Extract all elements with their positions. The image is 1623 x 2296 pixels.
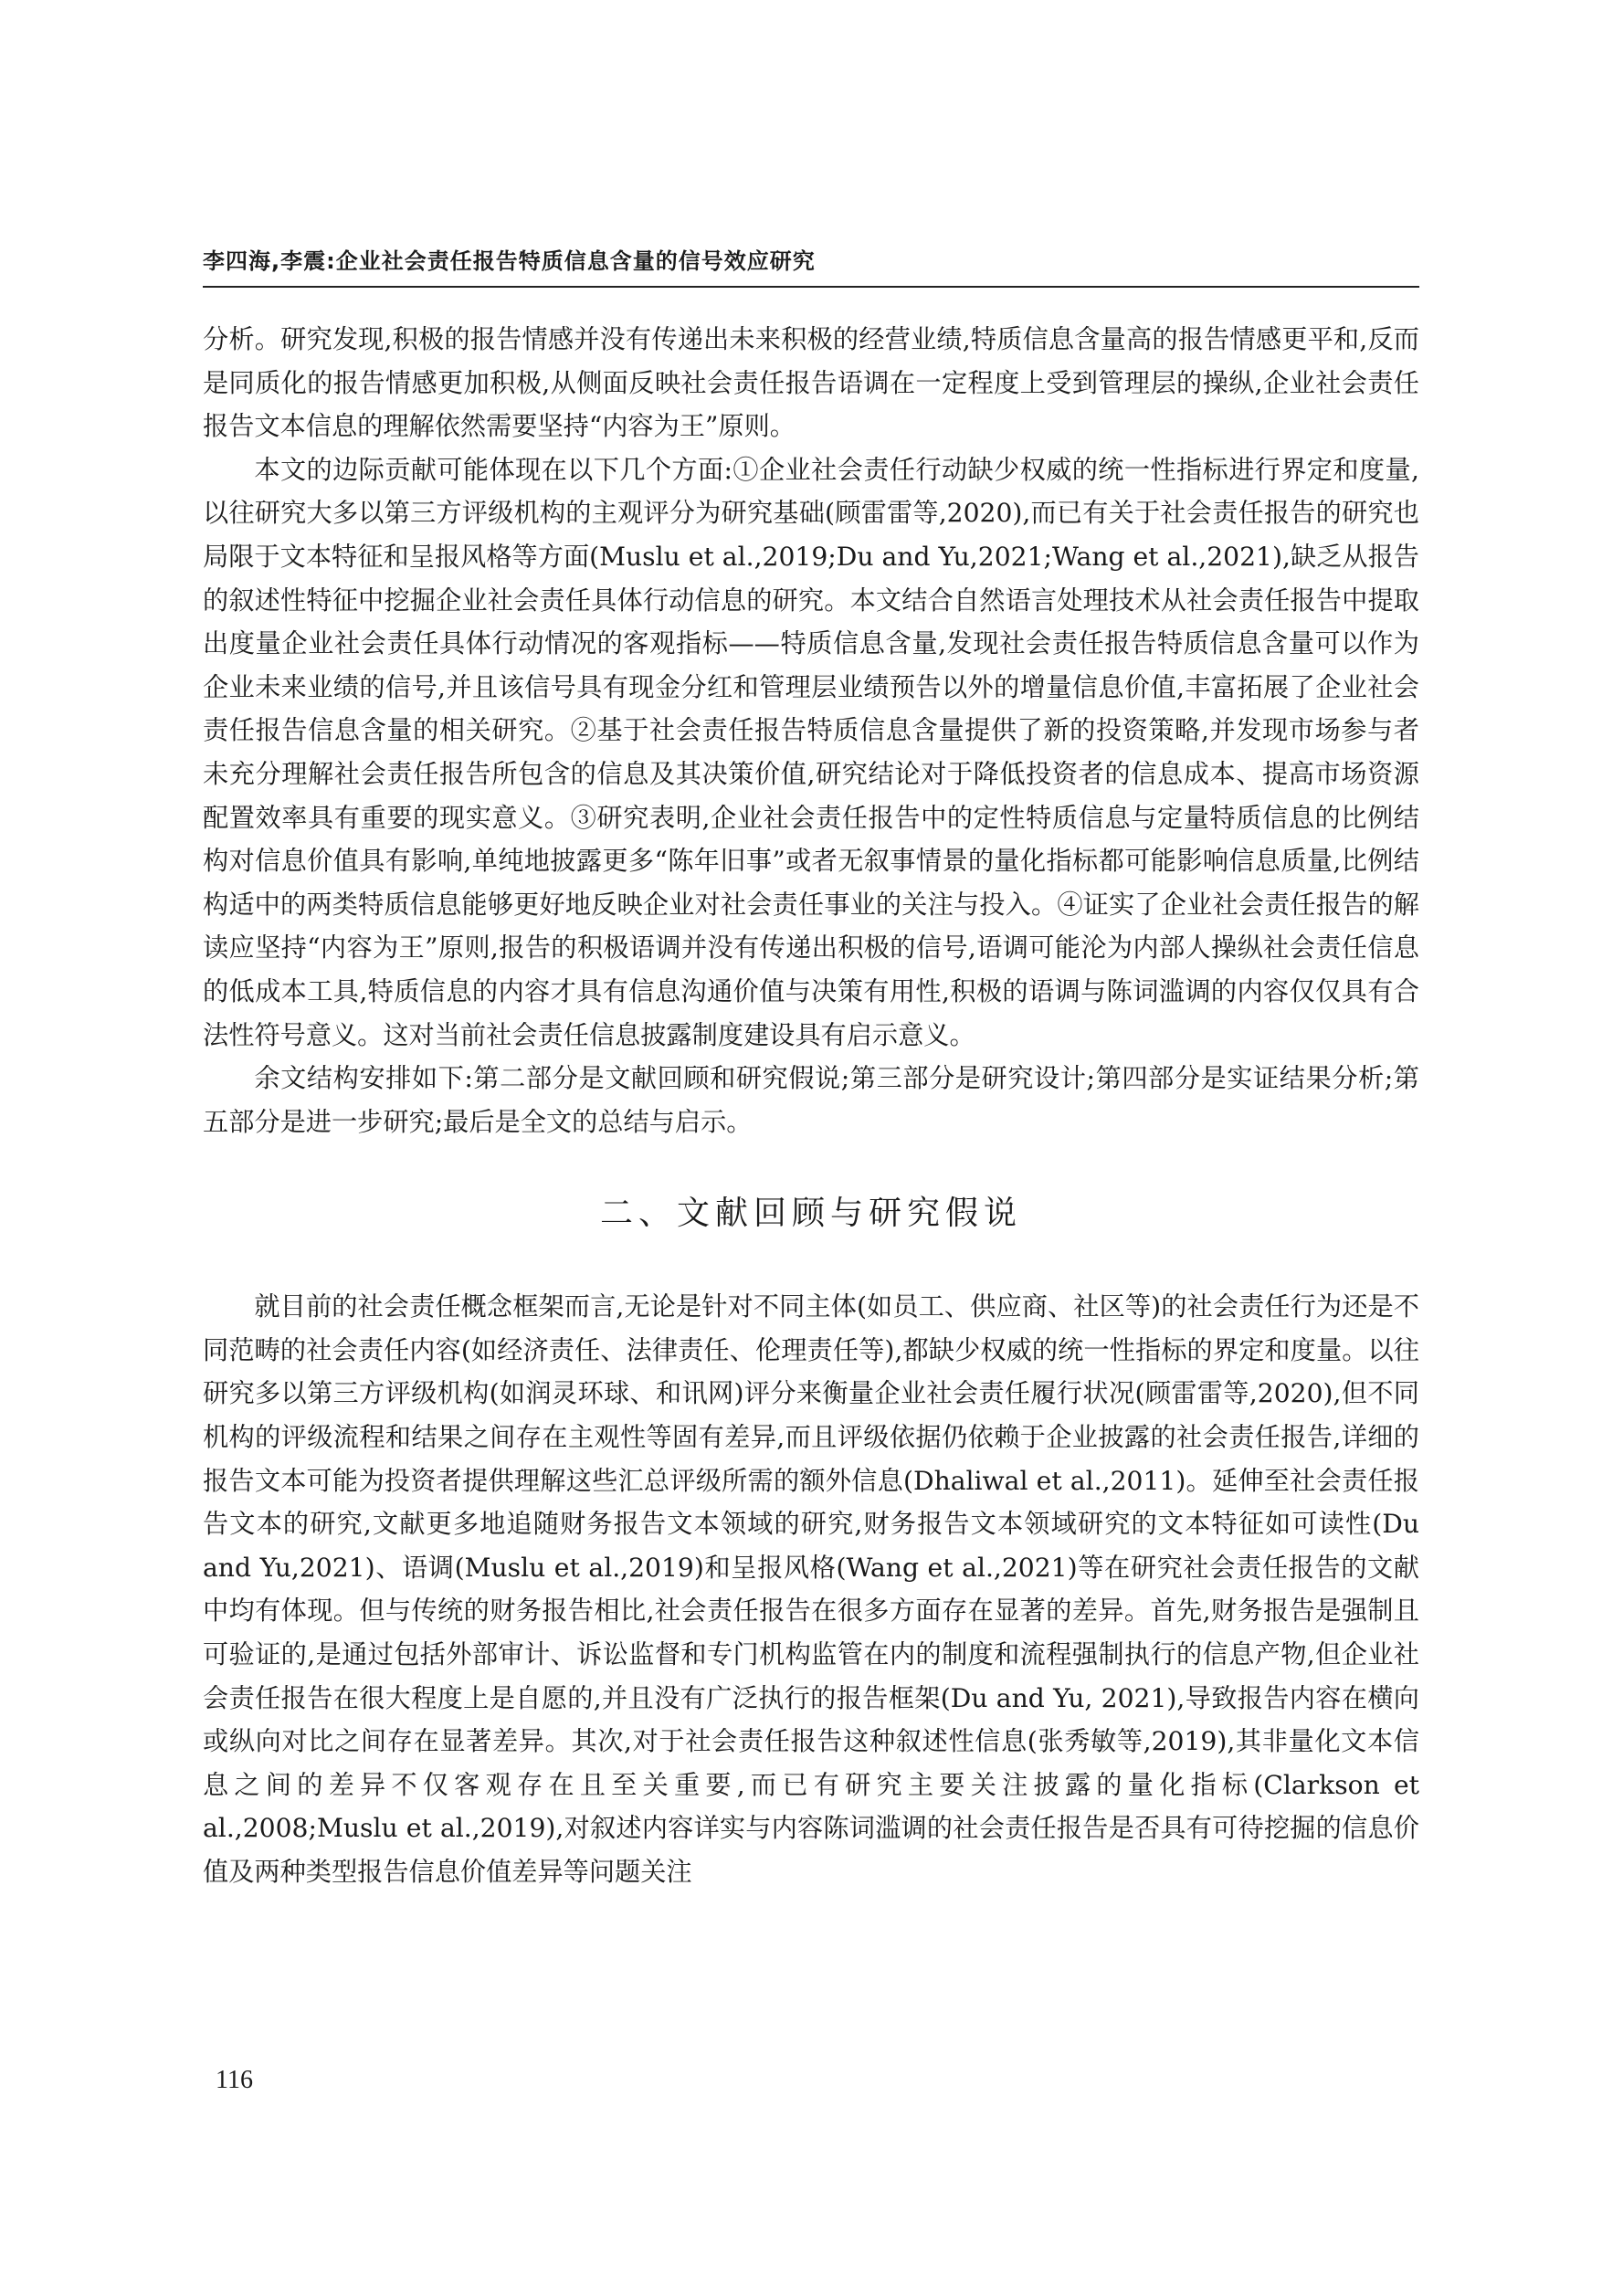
body-paragraph-1: 分析。研究发现,积极的报告情感并没有传递出未来积极的经营业绩,特质信息含量高的报告情感更平和,反而是同质化的报告情感更加积极,从侧面反映社会责任报告语调在一定程度上受到管理层的操纵,企业社会责任报告文本信息的理解依然需要坚持“内容为王”原则。 [203,324,1419,442]
body-paragraph-2: 本文的边际贡献可能体现在以下几个方面:①企业社会责任行动缺少权威的统一性指标进行界定和度量,以往研究大多以第三方评级机构的主观评分为研究基础(顾雷雷等,2020),而已有关于社会责任报告的研究也局限于文本特征和呈报风格等方面(Muslu et al.,2019;Du and Yu,2021;Wang et al.,2021),缺乏从报告的叙述性特征中挖掘企业社会责任具体行动信息的研究。本文结合自然语言处理技术从社会责任报告中提取出度量企业社会责任具体行动情况的客观指标——特质信息含量,发现社会责任报告特质信息含量可以作为企业未来业绩的信号,并且该信号具有现金分红和管理层业绩预告以外的增量信息价值,丰富拓展了企业社会责任报告信息含量的相关研究。②基于社会责任报告特质信息含量提供了新的投资策略,并发现市场参与者未充分理解社会责任报告所包含的信息及其决策价值,研究结论对于降低投资者的信息成本、提高市场资源配置效率具有重要的现实意义。③研究表明,企业社会责任报告中的定性特质信息与定量特质信息的比例结构对信息价值具有影响,单纯地披露更多“陈年旧事”或者无叙事情景的量化指标都可能影响信息质量,比例结构适中的两类特质信息能够更好地反映企业对社会责任事业的关注与投入。④证实了企业社会责任报告的解读应坚持“内容为王”原则,报告的积极语调并没有传递出积极的信号,语调可能沦为内部人操纵社会责任信息的低成本工具,特质信息的内容才具有信息沟通价值与决策有用性,积极的语调与陈词滥调的内容仅仅具有合法性符号意义。这对当前社会责任信息披露制度建设具有启示意义。 [203,454,1419,1050]
article-body [203,318,1419,1894]
body-paragraph-3: 余文结构安排如下:第二部分是文献回顾和研究假说;第三部分是研究设计;第四部分是实证结果分析;第五部分是进一步研究;最后是全文的总结与启示。 [203,1063,1419,1137]
page-number: 116 [216,2066,253,2094]
running-header: 李四海,李震:企业社会责任报告特质信息含量的信号效应研究 [203,243,1419,288]
body-paragraph-4: 就目前的社会责任概念框架而言,无论是针对不同主体(如员工、供应商、社区等)的社会责任行为还是不同范畴的社会责任内容(如经济责任、法律责任、伦理责任等),都缺少权威的统一性指标的界定和度量。以往研究多以第三方评级机构(如润灵环球、和讯网)评分来衡量企业社会责任履行状况(顾雷雷等,2020),但不同机构的评级流程和结果之间存在主观性等固有差异,而且评级依据仍依赖于企业披露的社会责任报告,详细的报告文本可能为投资者提供理解这些汇总评级所需的额外信息(Dhaliwal et al.,2011)。延伸至社会责任报告文本的研究,文献更多地追随财务报告文本领域的研究,财务报告文本领域研究的文本特征如可读性(Du and Yu,2021)、语调(Muslu et al.,2019)和呈报风格(Wang et al.,2021)等在研究社会责任报告的文献中均有体现。但与传统的财务报告相比,社会责任报告在很多方面存在显著的差异。首先,财务报告是强制且可验证的,是通过包括外部审计、诉讼监督和专门机构监管在内的制度和流程强制执行的信息产物,但企业社会责任报告在很大程度上是自愿的,并且没有广泛执行的报告框架(Du and Yu, 2021),导致报告内容在横向或纵向对比之间存在显著差异。其次,对于社会责任报告这种叙述性信息(张秀敏等,2019),其非量化文本信息之间的差异不仅客观存在且至关重要,而已有研究主要关注披露的量化指标(Clarkson et al.,2008;Muslu et al.,2019),对叙述内容详实与内容陈词滥调的社会责任报告是否具有可待挖掘的信息价值及两种类型报告信息价值差异等问题关注 [203,1291,1419,1887]
section-heading: 二、文献回顾与研究假说 [599,1195,1022,1233]
